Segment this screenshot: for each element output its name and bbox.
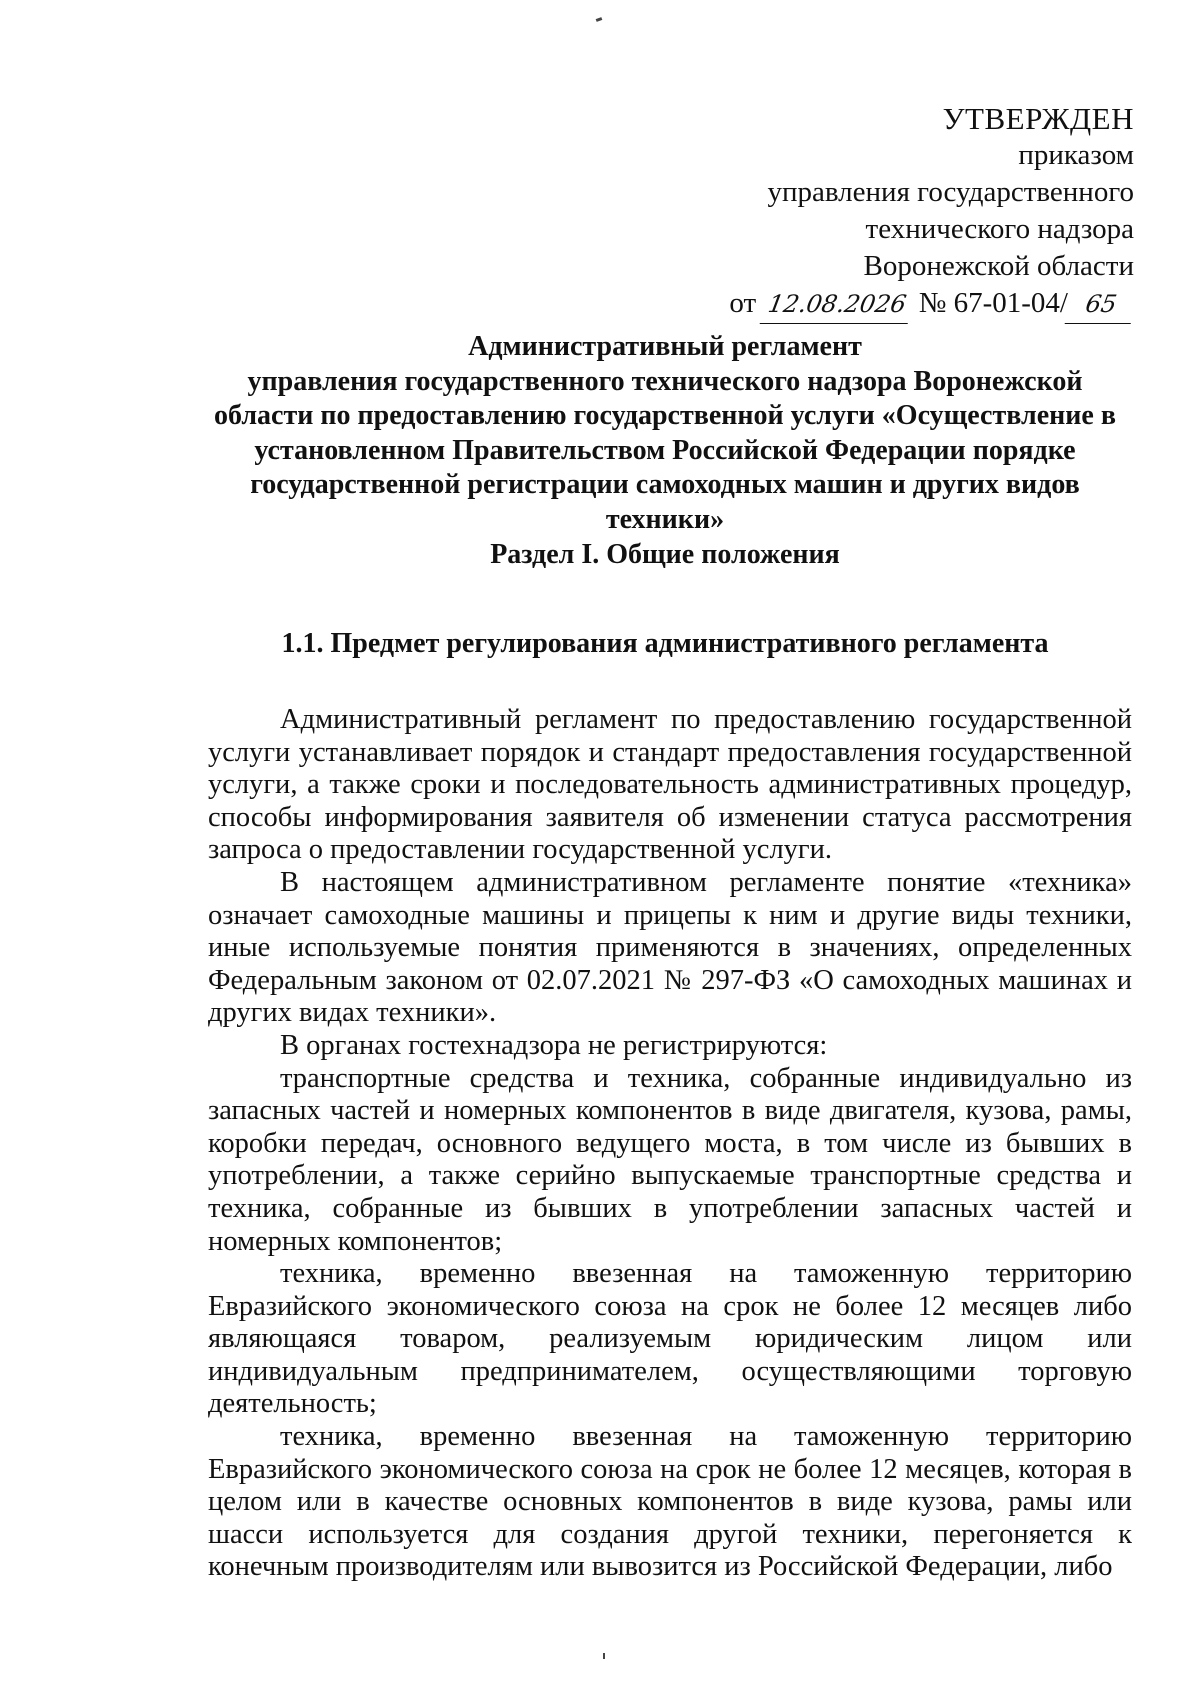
- title-line-6: техники»: [605, 503, 725, 535]
- paragraph: транспортные средства и техника, собранные индивидуально из запасных частей и номерных компонентов в виде двигателя, кузова, рамы, коробки передач, основного ведущего моста, в том числе из бывших в употреблении, а также серийно выпускаемые транспортные средства и техника, собранные из бывших в употреблении запасных частей и номерных компонентов;: [208, 1062, 1132, 1257]
- title-line-4: установленном Правительством Российской Федерации порядке: [254, 434, 1076, 466]
- subsection-heading: 1.1. Предмет регулирования административного регламента: [281, 628, 1049, 659]
- document-title: [200, 330, 1130, 537]
- approval-line-2: управления государственного: [767, 176, 1134, 208]
- title-line-3: области по предоставлению государственной услуги «Осуществление в: [214, 400, 1116, 431]
- approval-line-4: Воронежской области: [863, 250, 1134, 282]
- approval-heading: УТВЕРЖДЕН: [942, 101, 1134, 136]
- approval-line-3: технического надзора: [865, 213, 1134, 245]
- handwritten-date: 12.08.2026: [760, 286, 915, 324]
- body-text: [208, 704, 1132, 1584]
- paragraph: В органах гостехнадзора не регистрируются:: [280, 1029, 828, 1061]
- title-line-2: управления государственного технического надзора Воронежской: [247, 365, 1083, 397]
- approval-date-line: [729, 285, 1134, 324]
- handwritten-order-number: 65: [1065, 286, 1138, 324]
- approval-line-1: приказом: [1018, 139, 1134, 171]
- title-line-1: Административный регламент: [468, 331, 862, 362]
- date-prefix: от: [729, 287, 757, 319]
- order-number-prefix: № 67-01-04/: [918, 287, 1068, 319]
- title-line-5: государственной регистрации самоходных машин и других видов: [250, 469, 1080, 500]
- approval-block: [729, 100, 1134, 324]
- paragraph: техника, временно ввезенная на таможенную территорию Евразийского экономического союза на срок не более 12 месяцев либо являющаяся товаром, реализуемым юридическим лицом или индивидуальным предпринимателем, осуществляющими торговую деятельность;: [208, 1258, 1132, 1420]
- scan-speck: [596, 17, 603, 22]
- paragraph: Административный регламент по предоставлению государственной услуги устанавливает порядок и стандарт предоставления государственной услуги, а также сроки и последовательность административных процедур, способы информирования заявителя об изменении статуса рассмотрения запроса о предоставлении государственной услуги.: [208, 704, 1132, 866]
- paragraph: В настоящем административном регламенте понятие «техника» означает самоходные машины и прицепы к ним и другие виды техники, иные используемые понятия применяются в значениях, определенных Федеральным законом от 02.07.2021 № 297-ФЗ «О самоходных машинах и других видах техники».: [208, 866, 1132, 1029]
- paragraph: техника, временно ввезенная на таможенную территорию Евразийского экономического союза на срок не более 12 месяцев, которая в целом или в качестве основных компонентов в виде кузова, рамы или шасси используется для создания другой техники, перегоняется к конечным производителям или вывозится из Российской Федерации, либо: [208, 1421, 1132, 1583]
- scan-speck: [603, 1653, 605, 1659]
- section-heading: Раздел I. Общие положения: [490, 539, 840, 570]
